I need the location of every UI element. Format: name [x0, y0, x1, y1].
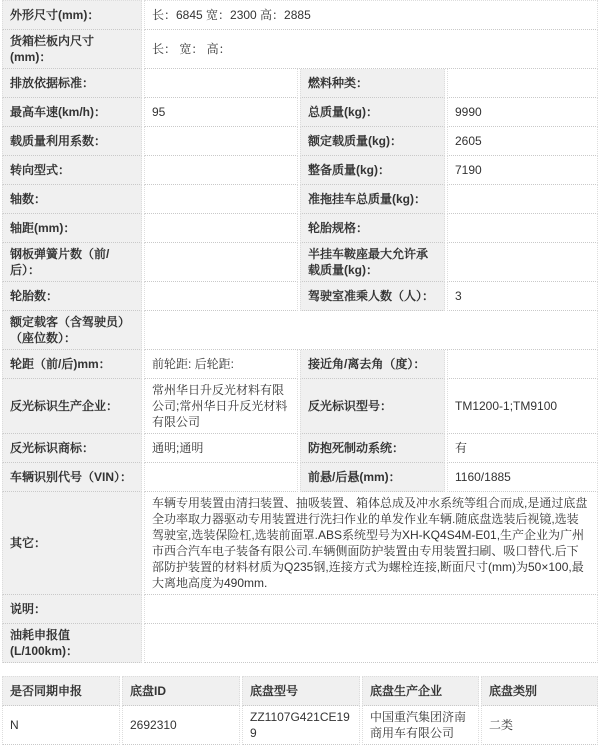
- spec-value: 1160/1885: [447, 463, 598, 492]
- spec-value: 7190: [447, 156, 598, 185]
- spec-value: [144, 156, 298, 185]
- spec-value: [144, 69, 298, 98]
- spec-label: 轴距(mm)：: [2, 214, 142, 243]
- spec-row: [2, 463, 598, 492]
- spec-value: [144, 282, 298, 311]
- spec-label: 额定载质量(kg)：: [300, 127, 445, 156]
- spec-row: [2, 282, 598, 311]
- spec-value: [447, 214, 598, 243]
- spec-row: [2, 492, 598, 595]
- spec-row: [2, 595, 598, 624]
- spec-value: [144, 127, 298, 156]
- spec-label: 轮距（前/后)mm：: [2, 350, 142, 379]
- spec-label: 轮胎规格：: [300, 214, 445, 243]
- chassis-header-cell: 是否同期申报: [2, 676, 120, 706]
- spec-value: 长：6845 宽：2300 高：2885: [144, 0, 598, 30]
- spec-label: 准拖挂车总质量(kg)：: [300, 185, 445, 214]
- chassis-header-cell: 底盘类别: [481, 676, 598, 706]
- spec-label: 燃料种类：: [300, 69, 445, 98]
- spec-label: 轴数：: [2, 185, 142, 214]
- spec-label: 载质量利用系数：: [2, 127, 142, 156]
- spec-value: 前轮距: 后轮距:: [144, 350, 298, 379]
- spec-label: 货箱栏板内尺寸(mm)：: [2, 30, 142, 69]
- spec-value: 95: [144, 98, 298, 127]
- spec-label: 钢板弹簧片数（前/后）：: [2, 243, 142, 282]
- chassis-header-cell: 底盘ID: [122, 676, 240, 706]
- spec-value: 常州华日升反光材料有限公司;常州华日升反光材料有限公司: [144, 379, 298, 434]
- spec-label: 排放依据标准：: [2, 69, 142, 98]
- spec-value: [144, 185, 298, 214]
- spec-label: 前悬/后悬(mm)：: [300, 463, 445, 492]
- spec-value: 通明;通明: [144, 434, 298, 463]
- spec-label: 额定载客（含驾驶员）（座位数）：: [2, 311, 142, 350]
- spec-value: [144, 463, 298, 492]
- spec-label: 反光标识商标：: [2, 434, 142, 463]
- spec-label: 反光标识型号：: [300, 379, 445, 434]
- chassis-cell: 2692310: [122, 706, 240, 745]
- spec-value: [144, 624, 598, 663]
- spec-row: [2, 214, 598, 243]
- spec-row: [2, 30, 598, 69]
- spec-value: [144, 214, 298, 243]
- chassis-cell: N: [2, 706, 120, 745]
- chassis-data-row: [2, 706, 598, 745]
- spec-row: [2, 379, 598, 434]
- spec-value: 3: [447, 282, 598, 311]
- spec-label: 反光标识生产企业：: [2, 379, 142, 434]
- chassis-cell: 二类: [481, 706, 598, 745]
- spec-label: 半挂车鞍座最大允许承载质量(kg)：: [300, 243, 445, 282]
- spec-row: [2, 69, 598, 98]
- spec-label: 最高车速(km/h)：: [2, 98, 142, 127]
- spec-value: [447, 185, 598, 214]
- spec-row: [2, 185, 598, 214]
- chassis-header-cell: 底盘型号: [242, 676, 360, 706]
- spec-label: 其它：: [2, 492, 142, 595]
- spec-value: [447, 243, 598, 282]
- spec-row: [2, 127, 598, 156]
- spec-value: 2605: [447, 127, 598, 156]
- spec-value: [144, 311, 598, 350]
- spec-label: 说明：: [2, 595, 142, 624]
- spec-value: TM1200-1;TM9100: [447, 379, 598, 434]
- spec-row: [2, 98, 598, 127]
- chassis-cell: ZZ1107G421CE199: [242, 706, 360, 745]
- spec-row: [2, 350, 598, 379]
- spec-row: [2, 434, 598, 463]
- spec-row: [2, 156, 598, 185]
- spec-label: 防抱死制动系统：: [300, 434, 445, 463]
- spec-value: 车辆专用装置由清扫装置、抽吸装置、箱体总成及冲水系统等组合而成,是通过底盘全功率取力器驱动专用装置进行洗扫作业的单发作业车辆.随底盘选装后视镜,选装驾驶室,选装保险杠,选装前面罩.ABS系统型号为XH-KQ4S4M-E01,生产企业为广州市西合汽车电子装备有限公司.车辆侧面防护装置由专用装置扫刷、吸口替代.后下部防护装置的材料材质为Q235钢,连接方式为螺栓连接,断面尺寸(mm)为50×100,最大离地高度为490mm.: [144, 492, 598, 595]
- spec-value: [144, 243, 298, 282]
- spec-label: 轮胎数：: [2, 282, 142, 311]
- spec-row: [2, 243, 598, 282]
- chassis-info-table: [0, 676, 600, 745]
- chassis-cell: 中国重汽集团济南商用车有限公司: [362, 706, 479, 745]
- spec-row: [2, 0, 598, 30]
- spec-label: 接近角/离去角（度）：: [300, 350, 445, 379]
- spec-row: [2, 311, 598, 350]
- chassis-header-row: [2, 676, 598, 706]
- spec-value: [447, 350, 598, 379]
- chassis-header-cell: 底盘生产企业: [362, 676, 479, 706]
- spec-label: 外形尺寸(mm)：: [2, 0, 142, 30]
- spec-value: 长： 宽： 高：: [144, 30, 598, 69]
- spec-row: [2, 624, 598, 663]
- spec-value: [447, 69, 598, 98]
- spec-value: 9990: [447, 98, 598, 127]
- spec-value: 有: [447, 434, 598, 463]
- spec-label: 总质量(kg)：: [300, 98, 445, 127]
- spec-label: 车辆识别代号（VIN）：: [2, 463, 142, 492]
- spec-label: 转向型式：: [2, 156, 142, 185]
- spec-value: [144, 595, 598, 624]
- spec-label: 油耗申报值(L/100km)：: [2, 624, 142, 663]
- spec-label: 驾驶室准乘人数（人）：: [300, 282, 445, 311]
- spec-label: 整备质量(kg)：: [300, 156, 445, 185]
